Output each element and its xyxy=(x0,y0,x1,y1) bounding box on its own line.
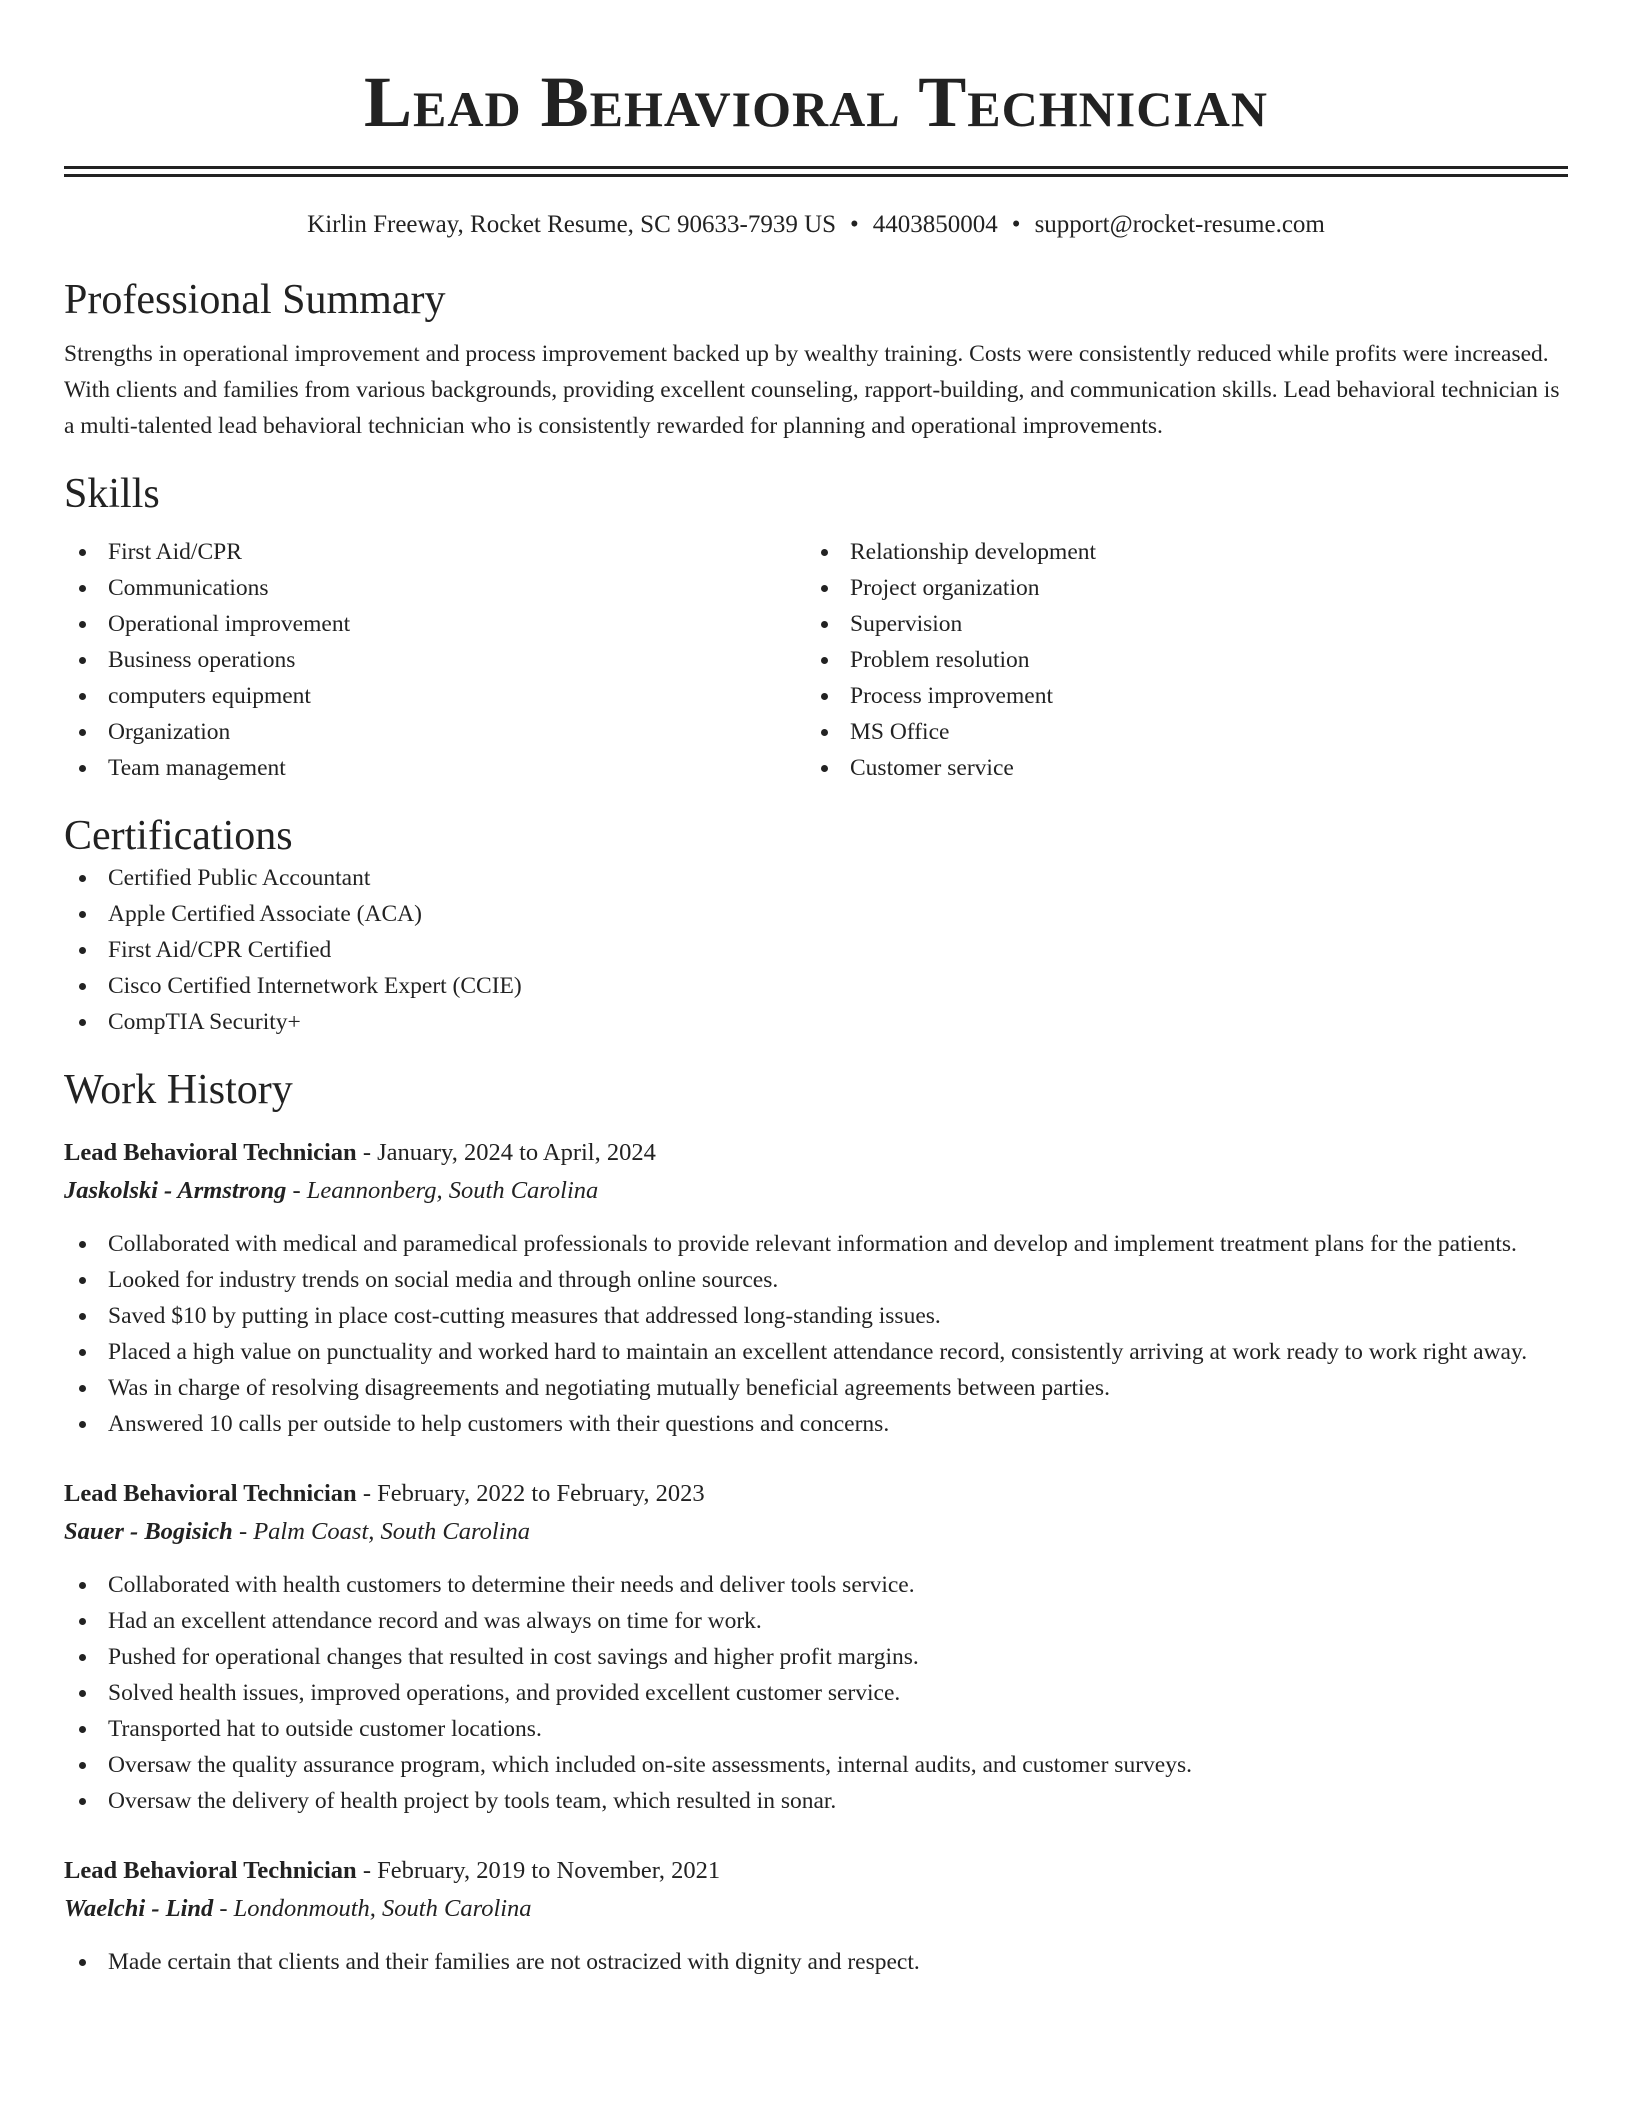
summary-heading: Professional Summary xyxy=(64,277,446,323)
job-dates: - February, 2022 to February, 2023 xyxy=(356,1480,705,1507)
bullet-icon xyxy=(79,621,86,628)
bullet-icon xyxy=(79,549,86,556)
bullet-icon xyxy=(79,1959,86,1966)
skill-item: First Aid/CPR xyxy=(64,534,806,570)
bullet-icon xyxy=(79,765,86,772)
bullet-icon xyxy=(79,1277,86,1284)
bullet-icon xyxy=(79,1582,86,1589)
job-title-line xyxy=(64,1852,1568,1890)
job-bullets xyxy=(64,1944,1568,1980)
skills-heading: Skills xyxy=(64,471,160,517)
job-bullet: Saved $10 by putting in place cost-cutting measures that addressed long-standing issues. xyxy=(64,1298,1568,1334)
contact-email: support@rocket-resume.com xyxy=(1034,211,1325,238)
bullet-icon xyxy=(79,875,86,882)
job-title: Lead Behavioral Technician xyxy=(64,1857,357,1884)
job-dates: - February, 2019 to November, 2021 xyxy=(356,1857,721,1884)
job-location: - Leannonberg, South Carolina xyxy=(286,1177,599,1204)
skill-item: Relationship development xyxy=(806,534,1548,570)
skill-item: Problem resolution xyxy=(806,642,1548,678)
certification-item: Apple Certified Associate (ACA) xyxy=(64,896,1568,932)
bullet-icon xyxy=(79,1618,86,1625)
job-entry xyxy=(64,1475,1568,1819)
bullet-icon xyxy=(821,657,828,664)
job-bullet: Collaborated with health customers to determine their needs and deliver tools service. xyxy=(64,1567,1568,1603)
job-dates: - January, 2024 to April, 2024 xyxy=(356,1139,656,1166)
skills-column-right xyxy=(806,534,1548,786)
job-company: Waelchi - Lind xyxy=(64,1895,214,1922)
bullet-icon xyxy=(821,765,828,772)
job-company-line xyxy=(64,1513,1568,1551)
bullet-icon xyxy=(79,1762,86,1769)
bullet-icon xyxy=(79,693,86,700)
bullet-icon xyxy=(79,1421,86,1428)
job-bullet: Had an excellent attendance record and was always on time for work. xyxy=(64,1603,1568,1639)
bullet-icon xyxy=(79,1385,86,1392)
certifications-list xyxy=(64,860,1568,1040)
certification-item: First Aid/CPR Certified xyxy=(64,932,1568,968)
job-location: - Palm Coast, South Carolina xyxy=(232,1518,531,1545)
job-company: Sauer - Bogisich xyxy=(64,1518,233,1545)
job-bullet: Was in charge of resolving disagreements and negotiating mutually beneficial agreements between parties. xyxy=(64,1370,1568,1406)
bullet-icon xyxy=(79,1313,86,1320)
job-bullet: Placed a high value on punctuality and worked hard to maintain an excellent attendance record, consistently arriving at work ready to work right away. xyxy=(64,1334,1568,1370)
bullet-icon xyxy=(821,621,828,628)
bullet-icon xyxy=(821,693,828,700)
job-company: Jaskolski - Armstrong xyxy=(64,1177,287,1204)
certification-item: CompTIA Security+ xyxy=(64,1004,1568,1040)
job-title-line xyxy=(64,1475,1568,1513)
job-bullet: Oversaw the quality assurance program, which included on-site assessments, internal audits, and customer surveys. xyxy=(64,1747,1568,1783)
skills-list-left xyxy=(64,534,806,786)
bullet-icon xyxy=(79,1690,86,1697)
bullet-icon xyxy=(79,1241,86,1248)
job-company-line xyxy=(64,1890,1568,1928)
job-company-line xyxy=(64,1172,1568,1210)
resume-page xyxy=(64,0,1568,1980)
bullet-icon xyxy=(79,585,86,592)
certifications-heading: Certifications xyxy=(64,813,293,859)
job-bullet: Collaborated with medical and paramedical professionals to provide relevant information and develop and implement treatment plans for the patients. xyxy=(64,1226,1568,1262)
bullet-icon xyxy=(79,1798,86,1805)
bullet-icon xyxy=(821,549,828,556)
bullet-icon xyxy=(79,911,86,918)
skill-item: MS Office xyxy=(806,714,1548,750)
bullet-icon xyxy=(79,947,86,954)
job-location: - Londonmouth, South Carolina xyxy=(213,1895,532,1922)
job-title-line xyxy=(64,1134,1568,1172)
skills-column-left xyxy=(64,534,806,786)
bullet-icon xyxy=(79,983,86,990)
bullet-icon xyxy=(79,1349,86,1356)
title-divider xyxy=(64,166,1568,177)
job-bullet: Looked for industry trends on social media and through online sources. xyxy=(64,1262,1568,1298)
skills-columns xyxy=(64,534,1568,786)
bullet-icon xyxy=(79,729,86,736)
contact-separator: • xyxy=(850,211,859,238)
job-title: Lead Behavioral Technician xyxy=(64,1139,357,1166)
contact-separator: • xyxy=(1011,211,1021,238)
job-bullet: Solved health issues, improved operations, and provided excellent customer service. xyxy=(64,1675,1568,1711)
skill-item: Supervision xyxy=(806,606,1548,642)
skill-item: Customer service xyxy=(806,750,1548,786)
job-bullet: Pushed for operational changes that resulted in cost savings and higher profit margins. xyxy=(64,1639,1568,1675)
job-entry xyxy=(64,1134,1568,1442)
resume-title: Lead Behavioral Technician xyxy=(364,62,1268,142)
contact-address: Kirlin Freeway, Rocket Resume, SC 90633-7939 US xyxy=(307,211,837,238)
skill-item: Operational improvement xyxy=(64,606,806,642)
job-bullets xyxy=(64,1226,1568,1442)
skills-list-right xyxy=(806,534,1548,786)
summary-text: Strengths in operational improvement and process improvement backed up by wealthy training. Costs were consistently reduced while profits were increased. With clients and families from various backgrounds, providing excellent counseling, rapport-building, and communication skills. Lead behavioral technician is a multi-talented lead behavioral technician who is consistently rewarded for planning and operational improvements. xyxy=(64,341,1560,439)
contact-phone: 4403850004 xyxy=(872,211,998,238)
certification-item: Certified Public Accountant xyxy=(64,860,1568,896)
bullet-icon xyxy=(79,1726,86,1733)
skill-item: Business operations xyxy=(64,642,806,678)
job-bullet: Oversaw the delivery of health project by tools team, which resulted in sonar. xyxy=(64,1783,1568,1819)
skill-item: Project organization xyxy=(806,570,1548,606)
bullet-icon xyxy=(821,585,828,592)
job-bullet: Answered 10 calls per outside to help customers with their questions and concerns. xyxy=(64,1406,1568,1442)
certification-item: Cisco Certified Internetwork Expert (CCIE) xyxy=(64,968,1568,1004)
job-entry xyxy=(64,1852,1568,1980)
skill-item: Process improvement xyxy=(806,678,1548,714)
job-bullet: Made certain that clients and their families are not ostracized with dignity and respect. xyxy=(64,1944,1568,1980)
job-title: Lead Behavioral Technician xyxy=(64,1480,357,1507)
work-history-heading: Work History xyxy=(64,1067,293,1113)
bullet-icon xyxy=(79,1019,86,1026)
contact-line xyxy=(64,210,1568,240)
skill-item: Communications xyxy=(64,570,806,606)
skill-item: Team management xyxy=(64,750,806,786)
job-bullet: Transported hat to outside customer locations. xyxy=(64,1711,1568,1747)
skill-item: Organization xyxy=(64,714,806,750)
skill-item: computers equipment xyxy=(64,678,806,714)
bullet-icon xyxy=(821,729,828,736)
bullet-icon xyxy=(79,657,86,664)
bullet-icon xyxy=(79,1654,86,1661)
job-bullets xyxy=(64,1567,1568,1819)
